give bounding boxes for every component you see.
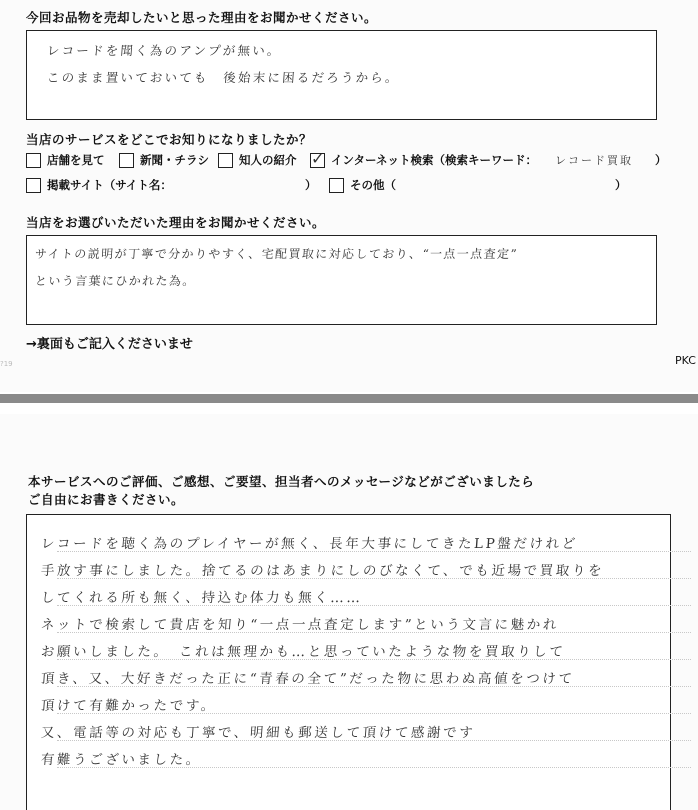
option-site-checkbox[interactable] bbox=[26, 178, 41, 193]
faint-page-mark: ?19 bbox=[0, 360, 13, 368]
question-3-answer-line: という言葉にひかれた為。 bbox=[34, 274, 197, 288]
option-site[interactable] bbox=[26, 177, 172, 193]
option-internet[interactable] bbox=[310, 149, 633, 168]
question-2-title: 当店のサービスをどこでお知りになりましたか？ bbox=[26, 132, 313, 147]
question-3-answer-line: サイトの説明が丁寧で分かりやすく、宅配買取に対応しており、“一点一点査定” bbox=[34, 247, 519, 261]
feedback-title-line-2: ご自由にお書きください。 bbox=[28, 492, 185, 507]
close-paren-other: ） bbox=[615, 178, 627, 192]
feedback-answer-line: 手放す事にしました。捨てるのはあまりにしのびなくて、でも近場で買取りを bbox=[40, 563, 605, 579]
back-side-note: →裏面もご記入くださいませ bbox=[26, 337, 193, 352]
option-newspaper-checkbox[interactable] bbox=[119, 153, 134, 168]
questionnaire-page-front bbox=[0, 0, 698, 392]
questionnaire-page-back bbox=[0, 414, 698, 810]
feedback-answer-line: 又、電話等の対応も丁寧で、明細も郵送して頂けて感謝です bbox=[40, 725, 476, 741]
question-1-answer-box bbox=[26, 30, 657, 120]
feedback-title-line-1: 本サービスへのご評価、ご感想、ご要望、担当者へのメッセージなどがございましたら bbox=[28, 474, 535, 489]
feedback-answer-line: 頂けて有難かったです。 bbox=[40, 698, 218, 714]
feedback-answer-line: 有難うございました。 bbox=[40, 752, 203, 768]
search-keyword-handwritten: レコード買取 bbox=[554, 154, 633, 167]
close-paren-site: ） bbox=[305, 178, 317, 192]
option-store-label: 店舗を見て bbox=[47, 153, 105, 167]
option-internet-checkbox[interactable] bbox=[310, 149, 325, 168]
question-1-answer-line: このまま置いておいても 後始末に困るだろうから。 bbox=[46, 70, 401, 85]
option-newspaper[interactable] bbox=[119, 152, 209, 168]
question-1-answer-line: レコードを聞く為のアンプが無い。 bbox=[46, 43, 283, 58]
close-paren-internet: ） bbox=[655, 153, 667, 167]
form-code: PKC bbox=[675, 354, 696, 367]
question-3-answer-box bbox=[26, 235, 657, 325]
option-store[interactable] bbox=[26, 152, 105, 168]
feedback-answer-line: 頂き、又、大好きだった正に“青春の全て”だった物に思わぬ高値をつけて bbox=[40, 671, 576, 687]
option-store-checkbox[interactable] bbox=[26, 153, 41, 168]
feedback-answer-line: してくれる所も無く、持込む体力も無く…… bbox=[40, 590, 364, 606]
option-referral[interactable] bbox=[218, 152, 297, 168]
checkmark-icon: ✓ bbox=[311, 149, 325, 168]
question-1-title: 今回お品物を売却したいと思った理由をお聞かせください。 bbox=[26, 10, 378, 25]
option-other-label: その他（ bbox=[350, 178, 396, 192]
option-newspaper-label: 新聞・チラシ bbox=[140, 153, 209, 167]
option-other-checkbox[interactable] bbox=[329, 178, 344, 193]
feedback-answer-line: ネットで検索して貴店を知り“一点一点査定します”という文言に魅かれ bbox=[40, 617, 560, 633]
question-3-title: 当店をお選びいただいた理由をお聞かせください。 bbox=[26, 215, 326, 230]
separator-bar bbox=[0, 394, 698, 403]
option-other[interactable] bbox=[329, 177, 396, 193]
option-site-label: 掲載サイト（サイト名： bbox=[47, 178, 172, 192]
page-separator bbox=[0, 392, 698, 414]
feedback-answer-line: お願いしました。 これは無理かも…と思っていたような物を買取りして bbox=[40, 644, 566, 660]
feedback-answer-box bbox=[26, 514, 671, 810]
option-referral-checkbox[interactable] bbox=[218, 153, 233, 168]
option-referral-label: 知人の紹介 bbox=[239, 153, 297, 167]
option-internet-label: インターネット検索（検索キーワード： bbox=[331, 153, 537, 167]
feedback-answer-line: レコードを聴く為のプレイヤーが無く、長年大事にしてきたLP盤だけれど bbox=[40, 536, 579, 552]
